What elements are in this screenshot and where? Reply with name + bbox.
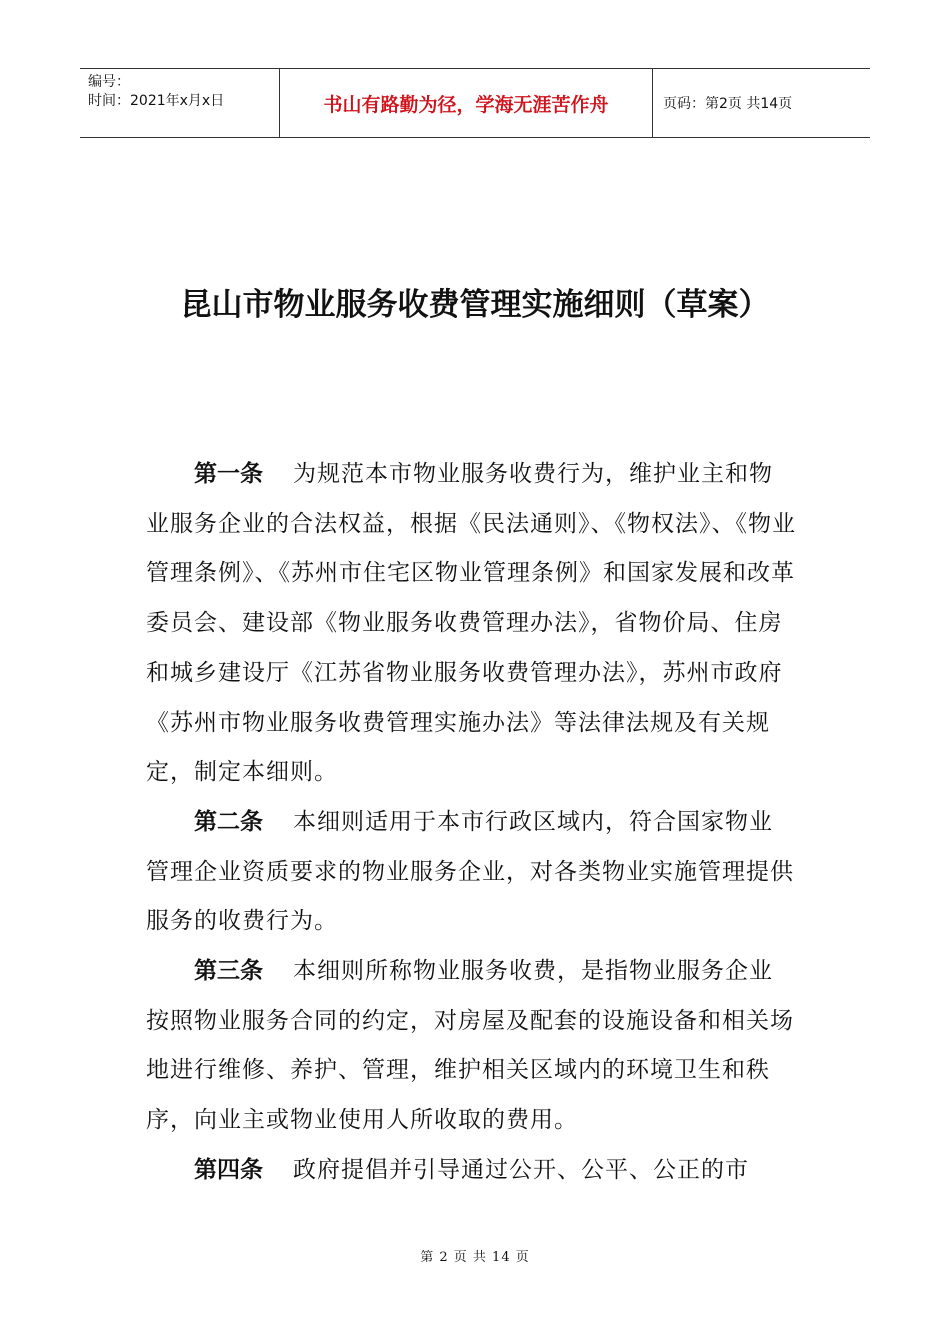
article-text: 政府提倡并引导通过公开、公平、公正的市 [293, 1156, 749, 1183]
header-time-label: 时间：2021年x月x日 [88, 93, 225, 109]
article-3 [146, 947, 796, 1146]
article-number: 第三条 [194, 958, 263, 985]
page-header [80, 68, 870, 138]
document-body [146, 450, 796, 1196]
article-text: 本细则所称物业服务收费，是指物业服务企业按照物业服务合同的约定，对房屋及配套的设施设备和相关场地进行维修、养护、管理，维护相关区域内的环境卫生和秩序，向业主或物业使用人所收取的费用。 [146, 958, 794, 1134]
article-number: 第一条 [194, 461, 263, 487]
header-motto: 书山有路勤为径，学海无涯苦作舟 [280, 69, 653, 137]
article-text: 为规范本市物业服务收费行为，维护业主和物业服务企业的合法权益，根据《民法通则》、《物权法》、《物业管理条例》、《苏州市住宅区物业管理条例》和国家发展和改革委员会、建设部《物业服务收费管理办法》，省物价局、住房和城乡建设厅《江苏省物业服务收费管理办法》，苏州市政府《苏州市物业服务收费管理实施办法》等法律法规及有关规定，制定本细则。 [146, 461, 796, 786]
page-footer: 第 2 页 共 14 页 [420, 1250, 530, 1265]
article-1 [146, 450, 796, 798]
article-2 [146, 798, 796, 947]
article-4 [146, 1146, 796, 1196]
article-number: 第四条 [194, 1156, 263, 1183]
header-meta [80, 69, 280, 137]
document-title: 昆山市物业服务收费管理实施细则（草案） [180, 287, 770, 323]
article-number: 第二条 [194, 808, 263, 835]
header-page-info: 页码：第2页 共14页 [663, 96, 793, 112]
header-number-label: 编号： [88, 74, 130, 90]
article-text: 本细则适用于本市行政区域内，符合国家物业管理企业资质要求的物业服务企业，对各类物业实施管理提供服务的收费行为。 [146, 808, 794, 935]
